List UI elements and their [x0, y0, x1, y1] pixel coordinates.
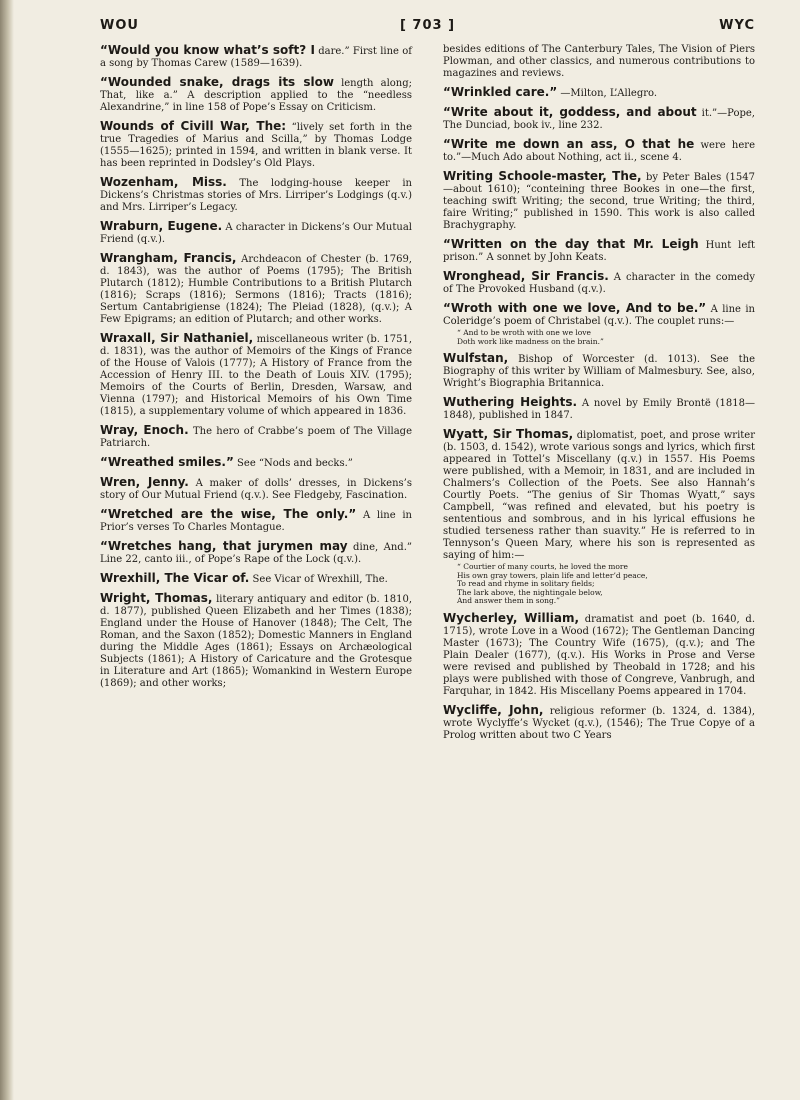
entry-headword: “Wrinkled care.”: [443, 85, 558, 99]
entry-headword: Wozenham, Miss.: [100, 175, 227, 189]
entry-body: A character in the comedy of The Provoked Husband (q.v.).: [443, 272, 755, 295]
dictionary-entry: [443, 704, 755, 742]
header-left-guide-word: WOU: [100, 18, 139, 33]
entry-body: Bishop of Worcester (d. 1013). See the Biography of this writer by William of Malmesbury. See, also, Wright’s Biographia Britannica.: [443, 354, 755, 389]
verse-quotation: “ Courtier of many courts, he loved the more His own gray towers, plain life and letter’d peace, To read and rhyme in solitary fields; The lark above, the nightingale below, And answer them in song.”: [457, 562, 648, 605]
dictionary-entry: [100, 176, 412, 214]
entry-headword: Wright, Thomas,: [100, 591, 213, 605]
dictionary-entry: [443, 612, 755, 698]
dictionary-entry: [100, 540, 412, 566]
entry-body: See “Nods and becks.”: [237, 458, 353, 469]
entry-body: See Vicar of Wrexhill, The.: [252, 574, 388, 585]
entry-body: diplomatist, poet, and prose writer (b. 1503, d. 1542), wrote various songs and lyrics, which first appeared in Tottel’s Miscellany (q.v.) in 1557. His Poems were published, with a Memoir, in 1831, and are included in Chalmers’s Collection of the Poets. See also Hannah’s Courtly Poets. “The genius of Sir Thomas Wyatt,” says Campbell, “was refined and elevated, but his poetry is sententious and sombrous, and in his lyrical effusions he studied terseness rather than suavity.” He is referred to in Tennyson’s Queen Mary, where his son is represented as saying of him:—: [443, 430, 755, 561]
entry-body: A line in Prior’s verses To Charles Montague.: [100, 510, 412, 533]
dictionary-entry: [100, 120, 412, 170]
entry-body: literary antiquary and editor (b. 1810, d. 1877), published Queen Elizabeth and her Times (1838); England under the House of Hanover (1848); The Celt, The Roman, and the Saxon (1852); Domestic Manners in England during the Middle Ages (1861); Essays on Archæological Subjects (1861); A History of Caricature and the Grotesque in Literature and Art (1865); Womankind in Western Europe (1869); and other works;: [100, 594, 412, 689]
page-header: [100, 18, 755, 42]
entry-body: A line in Coleridge’s poem of Christabel (q.v.). The couplet runs:—: [443, 304, 755, 327]
dictionary-entry: [100, 572, 412, 586]
dictionary-entry: [443, 170, 755, 232]
dictionary-entry: [443, 44, 755, 80]
dictionary-entry: [443, 302, 755, 346]
entry-headword: Wounds of Civill War, The:: [100, 119, 287, 133]
entry-headword: Wraxall, Sir Nathaniel,: [100, 331, 254, 345]
entry-body: A maker of dolls’ dresses, in Dickens’s story of Our Mutual Friend (q.v.). See Fledgeby, Fascination.: [100, 478, 412, 501]
entry-headword: “Wroth with one we love, And to be.”: [443, 301, 707, 315]
entry-body: “lively set forth in the true Tragedies of Marius and Scilla,” by Thomas Lodge (1555—1625); printed in 1594, and written in blank verse. It has been reprinted in Dodsley’s Old Plays.: [100, 122, 412, 169]
verse-quotation: “ And to be wroth with one we love Doth work like madness on the brain.”: [457, 328, 604, 346]
dictionary-entry: [100, 252, 412, 326]
entry-body: Archdeacon of Chester (b. 1769, d. 1843), was the author of Poems (1795); The British Plutarch (1812); Humble Contributions to a British Plutarch (1816); Scraps (1816); Sermons (1816); Tracts (1816); Sertum Cantabrigiense (1824); The Pleiad (1828), (q.v.); A Few Epigrams; an edition of Plutarch; and other works.: [100, 254, 412, 325]
entry-headword: “Would you know what’s soft? I: [100, 43, 315, 57]
dictionary-entry: [443, 138, 755, 164]
header-right-guide-word: WYC: [719, 18, 755, 33]
entry-headword: “Wounded snake, drags its slow: [100, 75, 334, 89]
dictionary-entry: [443, 352, 755, 390]
dictionary-entry: [100, 44, 412, 70]
entry-headword: Wrangham, Francis,: [100, 251, 237, 265]
page-number: [ 703 ]: [399, 18, 456, 33]
dictionary-entry: [443, 270, 755, 296]
dictionary-entry: [100, 476, 412, 502]
left-column: [100, 44, 412, 696]
right-column: [443, 44, 755, 748]
entry-body: —Milton, L’Allegro.: [560, 88, 658, 99]
dictionary-entry: [443, 428, 755, 606]
entry-body: miscellaneous writer (b. 1751, d. 1831), was the author of Memoirs of the Kings of France of the House of Valois (1777); A History of France from the Accession of Henry III. to the Death of Louis XIV. (1795); Memoirs of the Courts of Berlin, Dresden, Warsaw, and Vienna (1797); and Historical Memoirs of his Own Time (1815), a supplementary volume of which appeared in 1836.: [100, 334, 413, 417]
entry-headword: “Written on the day that Mr. Leigh: [443, 237, 699, 251]
dictionary-entry: [100, 508, 412, 534]
dictionary-entry: [443, 396, 755, 422]
dictionary-entry: [100, 220, 412, 246]
dictionary-entry: [443, 106, 755, 132]
book-spine-shadow: [0, 0, 14, 1100]
entry-body: The lodging-house keeper in Dickens’s Christmas stories of Mrs. Lirriper’s Lodgings (q.v.) and Mrs. Lirriper’s Legacy.: [100, 178, 412, 213]
entry-headword: Wraburn, Eugene.: [100, 219, 223, 233]
entry-headword: “Wretched are the wise, The only.”: [100, 507, 357, 521]
entry-headword: Wycliffe, John,: [443, 702, 544, 717]
entry-body: dare.” First line of a song by Thomas Carew (1589—1639).: [100, 46, 412, 69]
entry-headword: Wycherley, William,: [443, 610, 580, 625]
entry-body: dine, And.” Line 22, canto iii., of Pope’s Rape of the Lock (q.v.).: [100, 542, 413, 565]
entry-headword: “Write me down an ass, O that he: [443, 137, 695, 151]
entry-body: besides editions of The Canterbury Tales, The Vision of Piers Plowman, and other classics, and numerous contributions to magazines and reviews.: [443, 44, 755, 79]
entry-body: were here to.”—Much Ado about Nothing, act ii., scene 4.: [443, 140, 755, 163]
entry-headword: Wrexhill, The Vicar of.: [100, 571, 250, 585]
dictionary-entry: [100, 592, 412, 690]
entry-headword: Wuthering Heights.: [443, 395, 578, 409]
dictionary-entry: [100, 76, 412, 114]
entry-headword: Wren, Jenny.: [100, 475, 189, 489]
entry-body: length along; That, like a.” A description applied to the “needless Alexandrine,” in line 158 of Pope’s Essay on Criticism.: [100, 78, 413, 113]
entry-headword: “Wreathed smiles.”: [100, 455, 234, 469]
entry-body: A character in Dickens’s Our Mutual Friend (q.v.).: [100, 222, 412, 245]
entry-body: religious reformer (b. 1324, d. 1384), wrote Wyclyffe’s Wycket (q.v.), (1546); The True Copye of a Prolog written about two C Years: [443, 705, 755, 741]
dictionary-entry: [100, 332, 412, 418]
entry-body: Hunt left prison.” A sonnet by John Keats.: [443, 240, 755, 263]
entry-headword: Wray, Enoch.: [100, 423, 189, 437]
entry-body: dramatist and poet (b. 1640, d. 1715), wrote Love in a Wood (1672); The Gentleman Dancing Master (1673); The Country Wife (1675), (q.v.); and The Plain Dealer (1677), (q.v.). His Works in Prose and Verse were revised and published by Theobald in 1728; and his plays were published with those of Congreve, Vanbrugh, and Farquhar, in 1842. His Miscellany Poems appeared in 1704.: [443, 613, 755, 697]
dictionary-entry: [443, 238, 755, 264]
entry-body: A novel by Emily Brontë (1818—1848), published in 1847.: [443, 398, 755, 421]
entry-headword: Writing Schoole-master, The,: [443, 169, 642, 183]
entry-body: The hero of Crabbe’s poem of The Village Patriarch.: [100, 426, 412, 449]
entry-body: it.”—Pope, The Dunciad, book iv., line 232.: [443, 108, 755, 131]
entry-headword: “Wretches hang, that jurymen may: [100, 539, 348, 553]
entry-headword: Wulfstan,: [443, 351, 509, 365]
entry-headword: “Write about it, goddess, and about: [443, 105, 697, 119]
dictionary-entry: [100, 456, 412, 470]
entry-headword: Wronghead, Sir Francis.: [443, 269, 609, 283]
dictionary-entry: [100, 424, 412, 450]
entry-body: by Peter Bales (1547—about 1610); “conteining three Bookes in one—the first, teaching swift Writing; the second, true Writing; the third, faire Writing;” published in 1590. This work is also called Brachygraphy.: [443, 172, 755, 231]
entry-headword: Wyatt, Sir Thomas,: [443, 427, 574, 441]
dictionary-entry: [443, 86, 755, 100]
